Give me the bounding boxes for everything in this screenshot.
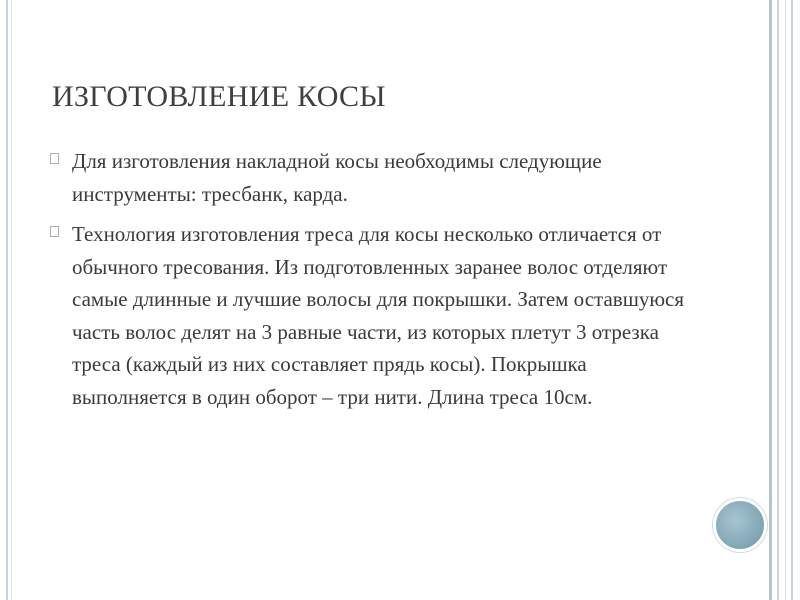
bullet-list [50,145,690,421]
left-frame-line [6,0,8,600]
bullet-marker-icon [50,226,59,237]
bullet-marker-icon [50,153,59,164]
right-frame-line-2 [777,0,779,600]
right-frame-line-1 [769,0,772,600]
right-frame-line-3 [785,0,786,600]
slide-title: ИЗГОТОВЛЕНИЕ КОСЫ [52,80,386,113]
decorative-circle-icon [713,498,767,552]
right-frame-line-4 [791,0,793,600]
bullet-text: Технология изготовления треса для косы несколько отличается от обычного тресования. Из подготовленных заранее волос отделяют самые длинные и лучшие волосы для покрышки. Затем оставшуюся часть волос делят на 3 равные части, из которых плетут 3 отрезка треса (каждый из них составляет прядь косы). Покрышка выполняется в один оборот – три нити. Длина треса 10см. [72,222,685,409]
left-frame-inner-line [11,0,12,600]
bullet-text: Для изготовления накладной косы необходимы следующие инструменты: тресбанк, карда. [72,149,602,206]
bullet-item-tools [50,145,690,210]
bullet-item-technology [50,218,690,413]
